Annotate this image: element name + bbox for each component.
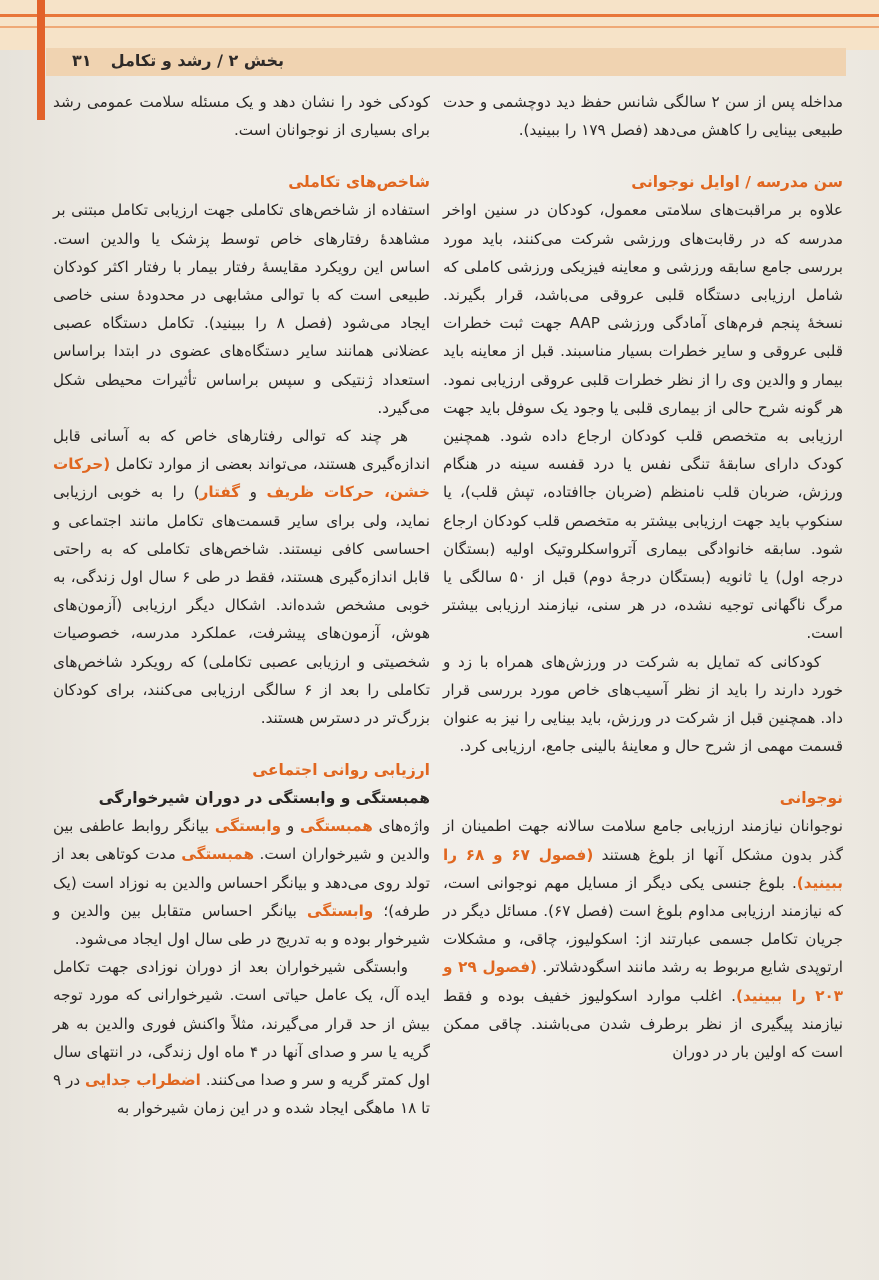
text-run: هر چند که توالی رفتارهای خاص که به آسانی قابل اندازه‌گیری هستند، می‌تواند بعضی از موارد تکامل xyxy=(53,427,430,474)
paragraph: علاوه بر مراقبت‌های سلامتی معمول، کودکان در سنین اواخر مدرسه که در رقابت‌های ورزشی شرکت می‌کنند، باید مورد بررسی جامع سابقه ورزشی و معاینه فیزیکی ورزشی کاملی که شامل ارزیابی دستگاه قلبی عروقی می‌باشد، قرار بگیرند. نسخهٔ پنجم فرم‌های آمادگی ورزشی AAP جهت ثبت خطرات قلبی عروقی و سایر خطرات بسیار مناسبند. قبل از معاینه باید بیمار و والدین وی را از نظر خطرات قلبی عروقی ارزیابی نمود. هر گونه شرح حالی از بیماری قلبی یا وجود یک سوفل باید جهت ارزیابی به متخصص قلب کودکان ارجاع داده شود. همچنین کودک دارای سابقهٔ تنگی نفس یا درد قفسه سینه در هنگام ورزش، ضربان قلب نامنظم (ضربان جاافتاده، تپش قلب)، یا سنکوپ باید جهت ارزیابی بیشتر به متخصص قلب کودکان ارجاع شود. سابقه خانوادگی بیماری آترواسکلروتیک اولیه (بستگان درجه اول) یا ثانویه (بستگان درجهٔ دوم) قبل از ۵۰ سالگی یا مرگ ناگهانی توجیه نشده، در هر سنی، نیازمند ارزیابی بیشتر است. xyxy=(443,201,843,643)
text-run: واژه‌های xyxy=(372,817,431,836)
section-heading-psychosocial: ارزیابی روانی اجتماعی xyxy=(252,761,430,780)
paragraph xyxy=(53,953,430,1122)
top-color-band xyxy=(0,0,879,50)
highlighted-term: وابستگی xyxy=(307,901,374,920)
subheading-bonding: همبستگی و وابستگی در دوران شیرخوارگی xyxy=(98,789,430,808)
highlighted-term: وابستگی xyxy=(214,817,282,836)
top-orange-rule xyxy=(0,14,879,17)
text-run: و xyxy=(240,483,267,502)
paragraph: کودکانی که تمایل به شرکت در ورزش‌های همراه با زد و خورد دارند را باید از نظر آسیب‌های خاص مورد بررسی قرار داد. همچنین قبل از شرکت در ورزش، باید بینایی را نیز به عنوان قسمت مهمی از شرح حال و معاینهٔ بالینی جامع، ارزیابی کرد. xyxy=(443,652,843,756)
text-run: وابستگی شیرخواران بعد از دوران نوزادی جهت تکامل ایده آل، یک عامل حیاتی است. شیرخوارانی که مورد توجه بیش از حد قرار می‌گیرند، مثلاً واکنش فوری والدین به هر گریه یا سر و صدای آنها در ۴ ماه اول زندگی، در انتهای سال اول کمتر گریه و سر و صدا می‌کنند. xyxy=(53,958,430,1090)
text-run: در ۹ تا ۱۸ ماهگی ایجاد شده و در این زمان شیرخوار به xyxy=(53,1071,430,1118)
text-run: بیانگر احساس متقابل بین والدین و شیرخوار بوده و به تدریج در طی سال اول ایجاد می‌شود. xyxy=(53,901,430,949)
highlighted-term: (حرکات خشن، حرکات ظریف xyxy=(53,455,430,502)
paragraph xyxy=(53,422,430,732)
highlighted-term: همبستگی xyxy=(181,845,255,864)
paragraph xyxy=(53,812,430,953)
chapter-reference: (فصول ۲۹ و ۲۰۳ را ببینید) xyxy=(443,958,843,1005)
paragraph: استفاده از شاخص‌های تکاملی جهت ارزیابی تکامل مبتنی بر مشاهدهٔ رفتارهای خاص توسط پزشک یا والدین است. اساس این رویکرد مقایسهٔ رفتار بیمار با رفتار اکثر کودکان طبیعی است که با توالی مشابهی در محدودهٔ سنی خاصی ایجاد می‌شود (فصل ۸ را ببینید). تکامل دستگاه عصبی عضلانی همانند سایر دستگاه‌های عضوی در ابتدا براساس استعداد ژنتیکی و سپس براساس تأثیرات محیطی شکل می‌گیرد. xyxy=(53,201,430,417)
text-run: و xyxy=(281,817,301,836)
text-run: مدت کوتاهی بعد از تولد روی می‌دهد و بیانگر احساس والدین به نوزاد است (یک طرفه)؛ xyxy=(53,845,431,920)
page-number: ۳۱ xyxy=(72,51,92,70)
text-run: نوجوانان نیازمند ارزیابی جامع سلامت سالانه جهت اطمینان از گذر بدون مشکل آنها از بلوغ هستند xyxy=(443,817,843,864)
text-run: ) را به خوبی ارزیابی نماید، ولی برای سایر قسمت‌های تکامل مانند اجتماعی و احساسی کافی نیستند. شاخص‌های تکاملی که به راحتی قابل اندازه‌گیری هستند، فقط در طی ۶ سال اول زندگی، به خوبی مشخص شده‌اند. اشکال دیگر ارزیابی (آزمون‌های هوش، آزمون‌های پیشرفت، عملکرد مدرسه، خصوصیات شخصیتی و ارزیابی عصبی تکاملی) که رویکرد شاخص‌های تکاملی را بعد از ۶ سالگی ارزیابی می‌کنند، برای کودکان بزرگ‌تر در دسترس هستند. xyxy=(53,483,431,728)
text-run: . اغلب موارد اسکولیوز خفیف بوده و فقط نیازمند پیگیری از نظر برطرف شدن می‌باشند. چاقی ممکن است که اولین بار در دوران xyxy=(443,986,843,1062)
paragraph: مداخله پس از سن ۲ سالگی شانس حفظ دید دوچشمی و حدت طبیعی بینایی را کاهش می‌دهد (فصل ۱۷۹ را ببینید). xyxy=(443,93,843,140)
right-column xyxy=(443,88,843,1066)
section-heading-developmental-milestones: شاخص‌های تکاملی xyxy=(288,173,430,192)
paragraph: کودکی خود را نشان دهد و یک مسئله سلامت عمومی رشد برای بسیاری از نوجوانان است. xyxy=(53,93,430,140)
text-run: . بلوغ جنسی یکی دیگر از مسایل مهم نوجوانی است، که نیازمند ارزیابی مداوم بلوغ است (فصل ۶۷). مسائل دیگر در جریان تکامل جسمی عبارتند از: اسکولیوز، چاقی، و مشکلات ارتوپدی شایع مربوط به رشد مانند اسگودشلاتر. xyxy=(443,873,843,977)
paragraph xyxy=(443,812,843,1066)
section-heading-adolescence: نوجوانی xyxy=(779,789,843,808)
highlighted-term: گفتار xyxy=(199,483,241,502)
chapter-reference: (فصول ۶۷ و ۶۸ را ببینید) xyxy=(443,845,843,892)
highlighted-term: همبستگی xyxy=(300,817,373,836)
text-run: بیانگر روابط عاطفی بین والدین و شیرخواران است. xyxy=(53,817,430,864)
section-heading-school-age: سن مدرسه / اوایل نوجوانی xyxy=(631,173,843,192)
running-header-title: بخش ۲ / رشد و تکامل xyxy=(110,51,284,70)
highlighted-term: اضطراب جدایی xyxy=(84,1071,201,1090)
top-orange-rule-thin xyxy=(0,26,879,28)
left-column xyxy=(53,88,430,1123)
